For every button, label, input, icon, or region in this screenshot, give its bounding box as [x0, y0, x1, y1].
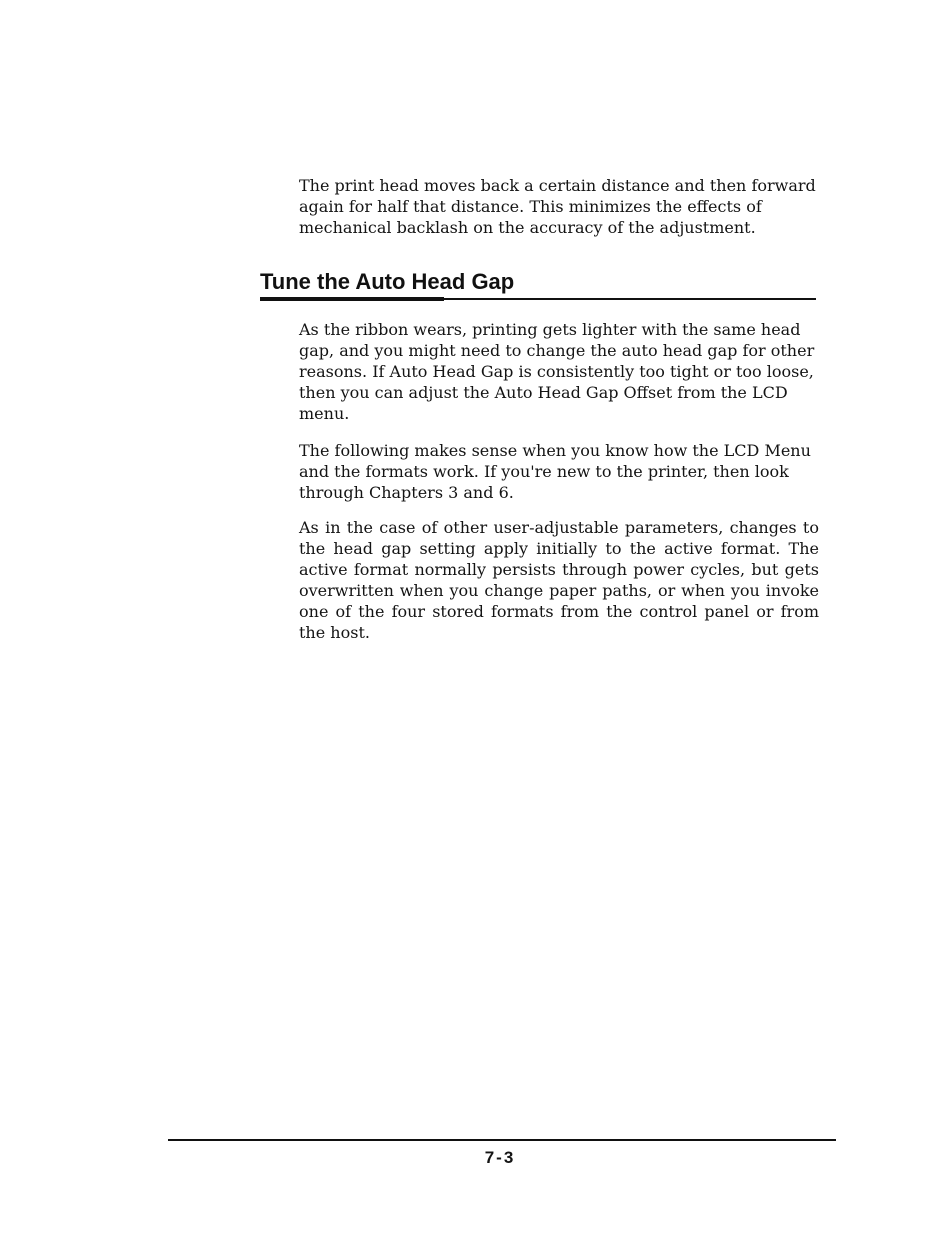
- section-heading: Tune the Auto Head Gap: [260, 269, 515, 294]
- page-number: 7-3: [484, 1148, 516, 1167]
- intro-paragraph: The print head moves back a certain distance and then forward again for half that distance. This minimizes the effects of mechanical backlash on the accuracy of the adjustment.: [299, 176, 816, 237]
- body-paragraph: As the ribbon wears, printing gets lighter with the same head gap, and you might need to change the auto head gap for other reasons. If Auto Head Gap is consistently too tight or too loose, then you can adjust the Auto Head Gap Offset from the LCD menu.: [299, 320, 815, 423]
- body-paragraph: As in the case of other user-adjustable parameters, changes to the head gap setting apply initially to the active format. The active format normally persists through power cycles, but gets overwritten when you change paper paths, or when you invoke one of the four stored formats from the control panel or from the host.: [299, 518, 819, 642]
- heading-underline-accent: [260, 297, 444, 301]
- body-paragraph: The following makes sense when you know how the LCD Menu and the formats work. If you're new to the printer, then look through Chapters 3 and 6.: [299, 441, 811, 502]
- footer-divider: [168, 1139, 836, 1141]
